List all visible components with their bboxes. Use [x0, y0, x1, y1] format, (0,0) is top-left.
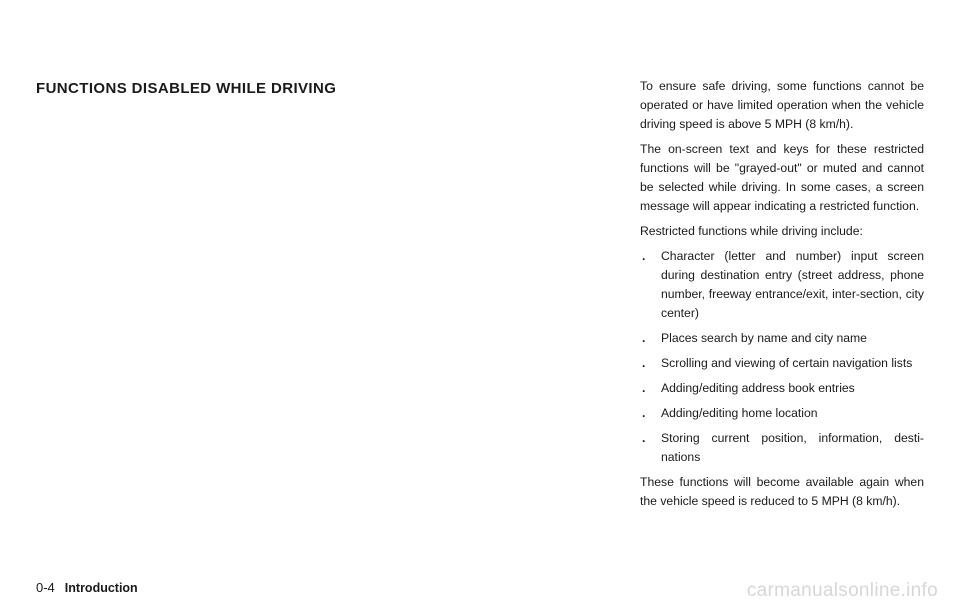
watermark: carmanualsonline.info: [746, 580, 938, 601]
list-item: [640, 429, 924, 467]
list-item-text: Adding/editing home location: [661, 406, 818, 420]
list-item: [640, 354, 924, 373]
bullet-icon: .: [642, 406, 646, 420]
list-item: [640, 247, 924, 323]
intro-paragraph: To ensure safe driving, some functions cannot be operated or have limited operation when the vehicle driving speed is above 5 MPH (8 km/h).: [640, 79, 924, 131]
list-item-text: Scrolling and viewing of certain navigation lists: [661, 356, 913, 370]
list-item: [640, 329, 924, 348]
bullet-icon: .: [642, 331, 646, 345]
page-number: 0-4: [36, 580, 55, 595]
page-footer: [36, 580, 138, 595]
list-item-text: Places search by name and city name: [661, 331, 867, 345]
grayed-out-paragraph: The on-screen text and keys for these restricted functions will be "grayed-out" or muted and cannot be selected while driving. In some cases, a screen message will appear indicating a restricted function.: [640, 142, 924, 213]
body-column: [640, 77, 924, 517]
availability-paragraph: These functions will become available again when the vehicle speed is reduced to 5 MPH (8 km/h).: [640, 475, 924, 508]
bullet-icon: .: [642, 431, 646, 445]
list-item-text: Adding/editing address book entries: [661, 381, 855, 395]
bullet-icon: .: [642, 249, 646, 263]
list-item: [640, 379, 924, 398]
restricted-functions-list: [640, 247, 924, 467]
bullet-icon: .: [642, 381, 646, 395]
section-heading: FUNCTIONS DISABLED WHILE DRIVING: [36, 80, 337, 97]
bullet-icon: .: [642, 356, 646, 370]
chapter-title: Introduction: [64, 581, 138, 595]
list-item-text: Character (letter and number) input screen during destination entry (street address, phone number, freeway entrance/exit, inter-section, city center): [661, 249, 924, 320]
list-item: [640, 404, 924, 423]
restricted-list-intro: Restricted functions while driving include:: [640, 224, 863, 238]
list-item-text: Storing current position, information, desti-nations: [661, 431, 924, 464]
